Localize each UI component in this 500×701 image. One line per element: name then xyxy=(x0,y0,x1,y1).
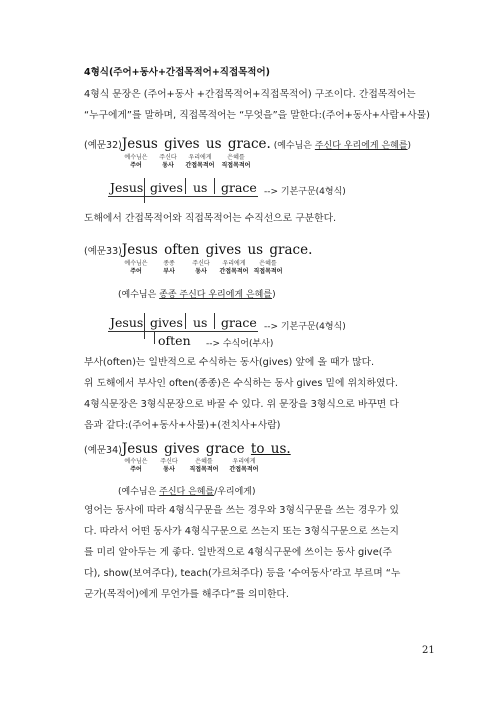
korean-gloss: 주신다 xyxy=(159,154,177,161)
example-word: grace. xyxy=(227,136,271,152)
grammar-role: 부사 xyxy=(163,268,175,275)
final-line: 다), show(보여주다), teach(가르쳐주다) 등을 ‘수여동사’라고 부르며 “누 xyxy=(84,568,401,579)
grammar-role: 주어 xyxy=(130,466,142,473)
explanation-paragraph xyxy=(84,208,436,229)
example-word: us xyxy=(205,136,222,152)
final-line: 군가(목적어)에게 무언가를 해주다”를 의미한다. xyxy=(84,589,289,600)
diagram-baseline xyxy=(108,331,258,332)
example-word: us xyxy=(247,242,264,258)
object-divider xyxy=(214,313,215,329)
example-word: often xyxy=(164,242,200,258)
grammar-role: 동사 xyxy=(162,162,174,169)
middle-line: 위 도해에서 부사인 often(종종)은 수식하는 동사 gives 밑에 위치하였다. xyxy=(84,378,399,389)
diagram-word: Jesus xyxy=(110,315,144,330)
example-word: Jesus xyxy=(121,242,158,258)
example-word: grace. xyxy=(269,242,313,258)
korean-gloss: 주신다 xyxy=(192,260,210,267)
final-paragraph xyxy=(84,500,436,605)
korean-gloss: 은혜를 xyxy=(195,458,213,465)
diagram-word: gives xyxy=(150,315,183,330)
grammar-role: 직접목적어 xyxy=(221,162,251,169)
grammar-role: 간접목적어 xyxy=(219,268,249,275)
korean-gloss: 은혜를 xyxy=(227,154,245,161)
translation-note: (예수님은 xyxy=(118,487,160,497)
example-word: to us. xyxy=(250,441,291,457)
example-word: gives xyxy=(205,242,242,258)
diagram-note: --> 기본구문(4형식) xyxy=(264,187,346,197)
middle-line: 4형식문장은 3형식문장으로 바꿀 수 있다. 위 문장을 3형식으로 바꾸면 다 xyxy=(84,399,399,410)
final-line: 다. 따라서 어떤 동사가 4형식구문으로 쓰는지 또는 3형식구문으로 쓰는지 xyxy=(84,526,399,537)
diagram-word: us xyxy=(193,180,208,195)
example-word: gives xyxy=(164,136,200,152)
example-word: Jesus xyxy=(121,136,158,152)
diagram-baseline xyxy=(108,196,258,197)
page-number: 21 xyxy=(422,645,435,656)
korean-gloss: 주신다 xyxy=(160,458,178,465)
intro-line: “누구에게”를 말하며, 직접목적어는 “무엇을”을 말한다:(주어+동사+사람+사물) xyxy=(84,110,430,121)
translation-underlined: 종종 주신다 우리에게 은혜를 xyxy=(159,290,273,300)
korean-gloss: 예수님은 xyxy=(124,458,148,465)
final-line: 영어는 동사에 따라 4형식구문을 쓰는 경우와 3형식구문을 쓰는 경우가 있 xyxy=(84,505,399,516)
final-line: 를 미리 알아두는 게 좋다. 일반적으로 4형식구문에 쓰이는 동사 give(주 xyxy=(84,547,393,558)
grammar-role: 동사 xyxy=(195,268,207,275)
example-word: gives xyxy=(164,441,200,457)
grammar-role: 직접목적어 xyxy=(253,268,283,275)
example-word: Jesus xyxy=(121,441,158,457)
example-label: (예문34) xyxy=(84,445,122,456)
middle-line: 음과 같다:(주어+동사+사물)+(전치사+사람) xyxy=(84,420,281,431)
modifier-note: --> 수식어(부사) xyxy=(206,339,274,349)
intro-line: 4형식 문장은 (주어+동사 +간접목적어+직접목적어) 구조이다. 간접목적어는 xyxy=(84,89,416,100)
translation-note: (예수님은 xyxy=(118,290,160,300)
example-label: (예문33) xyxy=(84,246,122,257)
translation-underlined: 주신다 우리에게 은혜를 xyxy=(314,141,408,151)
intro-paragraph xyxy=(84,84,436,126)
example-34 xyxy=(84,438,291,457)
translation-33 xyxy=(118,282,276,301)
translation-note-end: ) xyxy=(407,141,412,151)
translation-note-end: ) xyxy=(272,290,276,300)
diagram-word: us xyxy=(193,315,208,330)
korean-gloss: 우리에게 xyxy=(232,458,256,465)
explanation-line: 도해에서 간접목적어와 직접목적어는 수직선으로 구분한다. xyxy=(84,213,337,224)
object-divider xyxy=(214,178,215,194)
translation-note-end: /우리에게) xyxy=(214,487,256,497)
middle-line: 부사(often)는 일반적으로 수식하는 동사(gives) 앞에 올 때가 많다. xyxy=(84,357,375,368)
translation-underlined: 주신다 은혜를 xyxy=(159,487,215,497)
grammar-role: 주어 xyxy=(130,268,142,275)
korean-gloss: 예수님은 xyxy=(124,260,148,267)
example-label: (예문32) xyxy=(84,140,122,151)
diagram-word: grace xyxy=(221,315,257,330)
diagram-modifier: often xyxy=(158,333,191,348)
subject-verb-divider xyxy=(144,313,145,339)
diagram-word: grace xyxy=(221,180,257,195)
example-32 xyxy=(84,133,411,152)
translation-note: (예수님은 xyxy=(273,141,315,151)
modifier-slant xyxy=(154,331,155,344)
section-heading: 4형식(주어+동사+간접목적어+직접목적어) xyxy=(84,67,271,78)
diagram-note: --> 기본구문(4형식) xyxy=(264,322,346,332)
korean-gloss: 예수님은 xyxy=(124,154,148,161)
diagram-word: gives xyxy=(150,180,183,195)
example-word: grace xyxy=(205,441,245,457)
korean-gloss: 종종 xyxy=(163,260,175,267)
verb-object-divider xyxy=(185,313,186,329)
grammar-role: 간접목적어 xyxy=(229,466,259,473)
grammar-role: 주어 xyxy=(130,162,142,169)
verb-object-divider xyxy=(185,178,186,194)
grammar-role: 동사 xyxy=(163,466,175,473)
middle-paragraph xyxy=(84,352,436,436)
grammar-role: 직접목적어 xyxy=(189,466,219,473)
korean-gloss: 우리에게 xyxy=(188,154,212,161)
subject-verb-divider xyxy=(144,178,145,203)
translation-34 xyxy=(118,479,256,498)
korean-gloss: 우리에게 xyxy=(222,260,246,267)
example-33 xyxy=(84,239,312,258)
diagram-word: Jesus xyxy=(110,180,144,195)
grammar-role: 간접목적어 xyxy=(185,162,215,169)
korean-gloss: 은혜를 xyxy=(259,260,277,267)
